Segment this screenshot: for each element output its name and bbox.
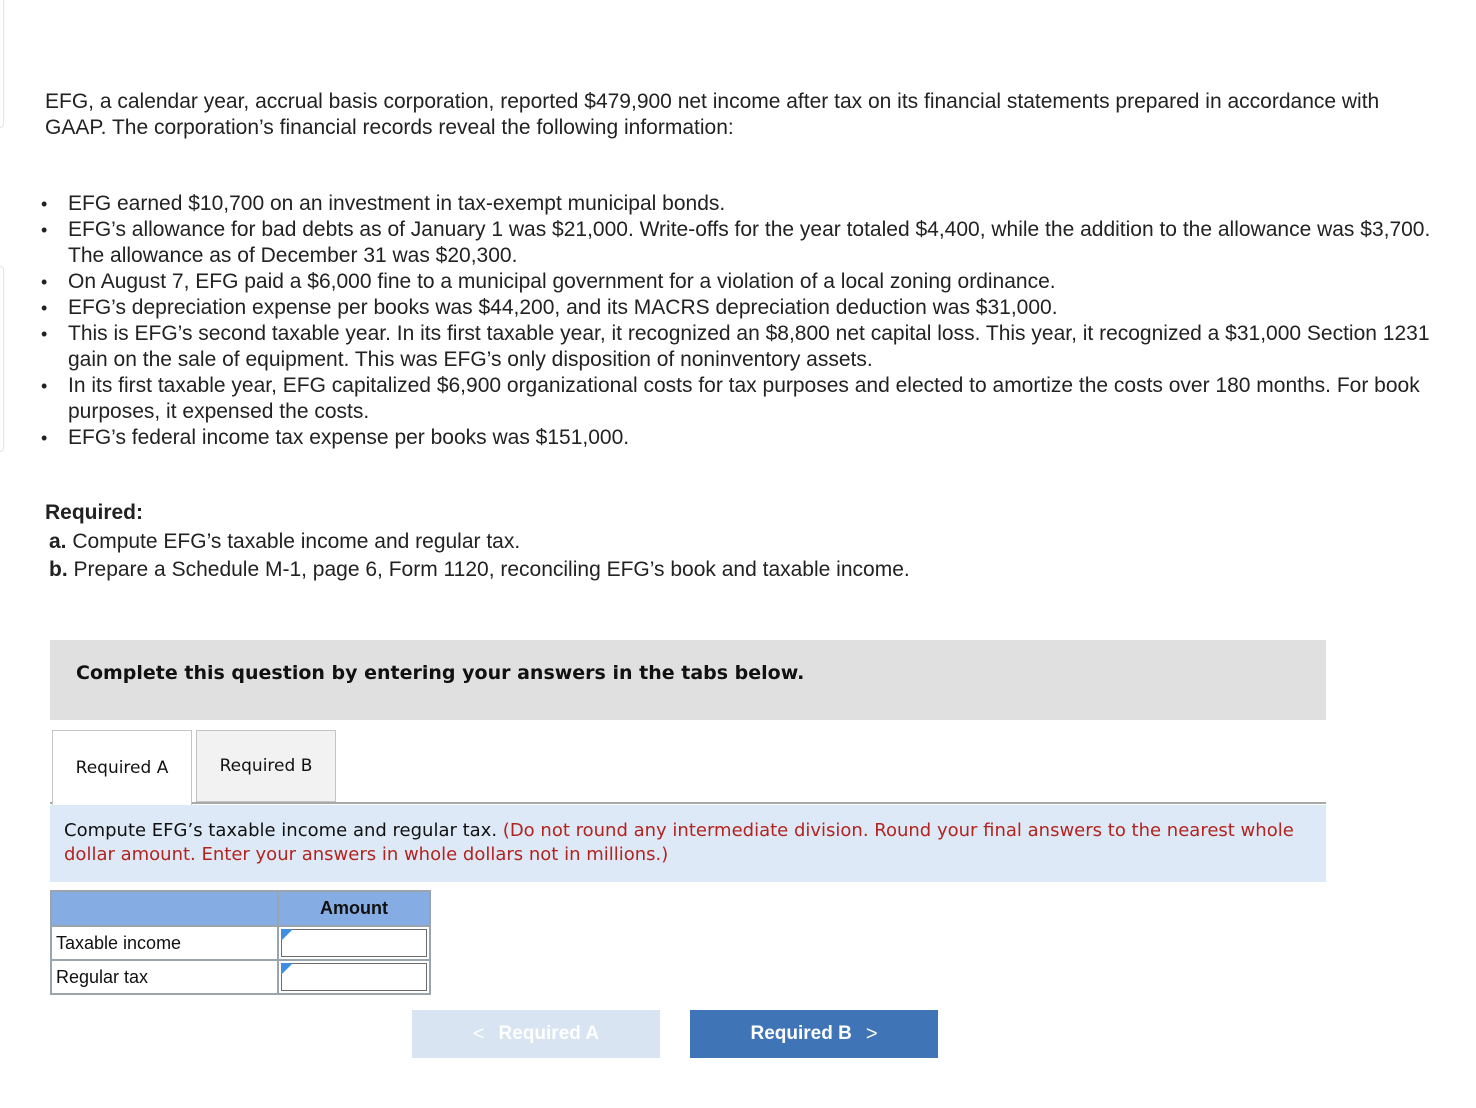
fact-item: • In its first taxable year, EFG capitalized $6,900 organizational costs for tax purposes and elected to amortize the costs over 180 months. For book purposes, it expensed the costs.	[68, 373, 1458, 425]
next-button-label: Required B	[750, 1023, 852, 1044]
fact-item: • EFG’s federal income tax expense per books was $151,000.	[68, 425, 1458, 451]
required-b-text: Prepare a Schedule M-1, page 6, Form 1120, reconciling EFG’s book and taxable income.	[73, 558, 910, 581]
prev-required-a-button[interactable]	[412, 1010, 660, 1058]
taxable-income-input[interactable]	[281, 929, 427, 957]
left-panel-edge-middle	[0, 266, 4, 452]
table-row	[51, 926, 430, 960]
table-row	[51, 960, 430, 994]
required-b	[49, 558, 910, 582]
fact-item: • EFG earned $10,700 on an investment in tax-exempt municipal bonds.	[68, 191, 1458, 217]
taxable-income-cell	[278, 926, 430, 960]
tab-instructions	[50, 805, 1326, 882]
answer-table	[50, 890, 431, 995]
problem-intro: EFG, a calendar year, accrual basis corporation, reported $479,900 net income after tax on its financial statements prepared in accordance with GAAP. The corporation’s financial records reveal the following information:	[45, 90, 1380, 139]
tab-required-b[interactable]: Required B	[196, 730, 336, 802]
row-label-taxable-income: Taxable income	[51, 926, 278, 960]
banner-text: Complete this question by entering your answers in the tabs below.	[76, 662, 805, 684]
instruction-banner	[50, 640, 1326, 720]
table-header-amount: Amount	[278, 891, 430, 926]
required-a-text: Compute EFG’s taxable income and regular tax.	[72, 530, 521, 553]
chevron-left-icon: <	[472, 1022, 485, 1045]
fact-item: • EFG’s depreciation expense per books was $44,200, and its MACRS depreciation deduction was $31,000.	[68, 295, 1458, 321]
table-header-blank	[51, 891, 278, 926]
left-panel-edge-top	[0, 0, 4, 128]
tab-required-a[interactable]: Required A	[52, 730, 192, 805]
fact-item: • EFG’s allowance for bad debts as of January 1 was $21,000. Write-offs for the year totaled $4,400, while the addition to the allowance was $3,700. The allowance as of December 31 was $20,300.	[68, 217, 1458, 269]
regular-tax-cell	[278, 960, 430, 994]
row-label-regular-tax: Regular tax	[51, 960, 278, 994]
next-required-b-button[interactable]	[690, 1010, 938, 1058]
required-a-tag: a.	[49, 530, 67, 553]
regular-tax-input[interactable]	[281, 963, 427, 991]
fact-item: • On August 7, EFG paid a $6,000 fine to a municipal government for a violation of a local zoning ordinance.	[68, 269, 1458, 295]
table-header-row	[51, 891, 430, 926]
fact-item: • This is EFG’s second taxable year. In its first taxable year, it recognized an $8,800 net capital loss. This year, it recognized a $31,000 Section 1231 gain on the sale of equipment. This was EFG’s only disposition of noninventory assets.	[68, 321, 1458, 373]
prev-button-label: Required A	[498, 1023, 600, 1044]
required-b-tag: b.	[49, 558, 68, 581]
required-heading: Required:	[45, 501, 144, 524]
required-a	[49, 530, 520, 554]
instructions-main: Compute EFG’s taxable income and regular tax.	[64, 820, 498, 841]
tab-divider	[50, 802, 1326, 804]
instructions-note: (Do not round any intermediate division. Round your final answers to the nearest whole dollar amount. Enter your answers in whole dollars not in millions.)	[64, 820, 1294, 865]
facts-list	[68, 191, 1458, 451]
chevron-right-icon: >	[865, 1022, 878, 1045]
